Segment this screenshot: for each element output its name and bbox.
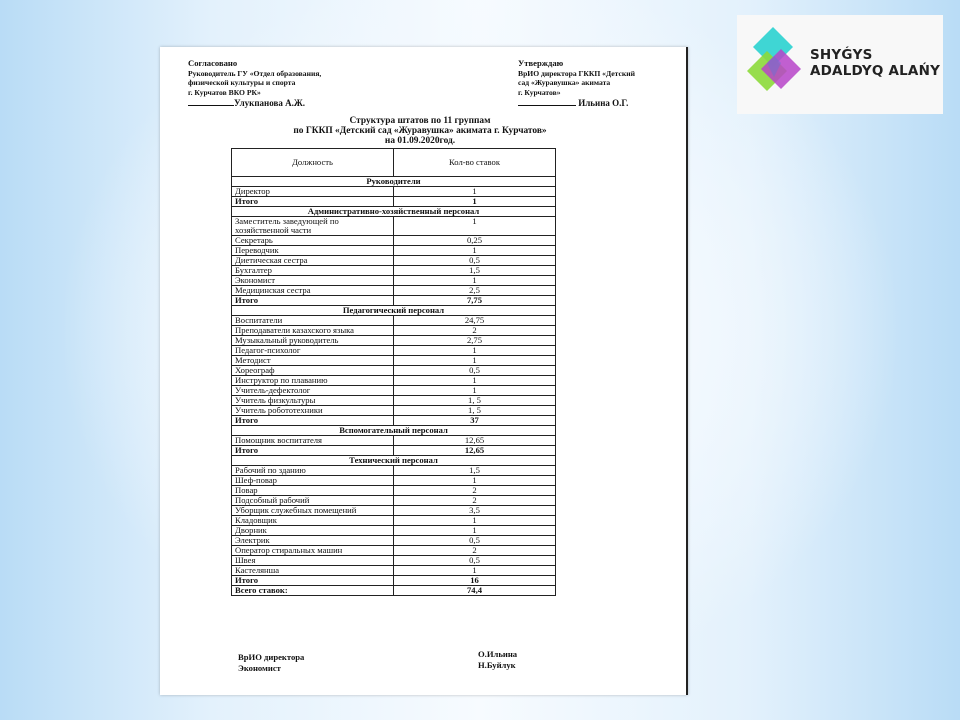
section-title: Административно-хозяйственный персонал xyxy=(232,207,556,217)
table-row xyxy=(232,336,556,346)
position-count: 1,5 xyxy=(394,466,556,476)
position-count: 1, 5 xyxy=(394,406,556,416)
position-count: 0,5 xyxy=(394,556,556,566)
position-name: Помощник воспитателя xyxy=(232,436,394,446)
position-name: Медицинская сестра xyxy=(232,286,394,296)
position-count: 1 xyxy=(394,276,556,286)
position-name: Экономист xyxy=(232,276,394,286)
position-name: Повар xyxy=(232,486,394,496)
total-label: Итого xyxy=(232,296,394,306)
total-label: Итого xyxy=(232,446,394,456)
section-title: Технический персонал xyxy=(232,456,556,466)
approval-heading: Согласовано xyxy=(188,58,238,68)
position-count: 0,5 xyxy=(394,536,556,546)
table-row xyxy=(232,406,556,416)
position-count: 24,75 xyxy=(394,316,556,326)
position-name: Швея xyxy=(232,556,394,566)
title-line: Структура штатов по 11 группам xyxy=(349,116,491,126)
position-name: Переводчик xyxy=(232,246,394,256)
position-name: Диетическая сестра xyxy=(232,256,394,266)
position-count: 12,65 xyxy=(394,436,556,446)
position-count: 1 xyxy=(394,516,556,526)
position-name: Учитель робототехники xyxy=(232,406,394,416)
position-count: 2 xyxy=(394,326,556,336)
table-header-row xyxy=(232,149,556,177)
table-row xyxy=(232,236,556,246)
position-count: 1 xyxy=(394,346,556,356)
approval-line: ВрИО директора ГККП «Детский xyxy=(518,68,635,78)
position-count: 2 xyxy=(394,496,556,506)
total-value: 16 xyxy=(394,576,556,586)
table-row xyxy=(232,266,556,276)
total-row xyxy=(232,296,556,306)
section-row xyxy=(232,426,556,436)
position-count: 3,5 xyxy=(394,506,556,516)
approval-line: г. Курчатов» xyxy=(518,87,561,97)
table-row xyxy=(232,556,556,566)
table-row xyxy=(232,436,556,446)
position-name: Шеф-повар xyxy=(232,476,394,486)
signature-blank xyxy=(188,97,234,106)
position-count: 1 xyxy=(394,356,556,366)
footer-name: О.Ильина xyxy=(478,649,518,659)
position-name: Хореограф xyxy=(232,366,394,376)
section-title: Вспомогательный персонал xyxy=(232,426,556,436)
position-count: 1 xyxy=(394,386,556,396)
footer-title: ВрИО директора xyxy=(238,652,305,662)
table-row xyxy=(232,386,556,396)
approval-line: г. Курчатов ВКО РК» xyxy=(188,87,261,97)
position-name: Инструктор по плаванию xyxy=(232,376,394,386)
position-name: Заместитель заведующей по хозяйственной части xyxy=(232,217,394,236)
approval-line: сад «Журавушка» акимата xyxy=(518,78,611,88)
position-name: Кастелянша xyxy=(232,566,394,576)
logo-text-line: ADALDYQ ALAŃY xyxy=(810,63,941,79)
table-row xyxy=(232,246,556,256)
total-row xyxy=(232,197,556,207)
total-label: Итого xyxy=(232,416,394,426)
table-row xyxy=(232,286,556,296)
footer-title: Экономист xyxy=(238,662,281,673)
position-count: 1 xyxy=(394,217,556,236)
table-row xyxy=(232,396,556,406)
title-line: на 01.09.2020год. xyxy=(384,135,456,146)
page-edge xyxy=(686,47,688,695)
section-row xyxy=(232,456,556,466)
position-name: Кладовщик xyxy=(232,516,394,526)
section-row xyxy=(232,306,556,316)
section-row xyxy=(232,177,556,187)
position-name: Учитель-дефектолог xyxy=(232,386,394,396)
approval-heading: Утверждаю xyxy=(518,58,564,68)
table-row xyxy=(232,366,556,376)
table-row xyxy=(232,546,556,556)
table-row xyxy=(232,516,556,526)
staff-table xyxy=(231,148,556,596)
section-row xyxy=(232,207,556,217)
signature-blank xyxy=(518,97,576,106)
table-row xyxy=(232,316,556,326)
grand-total-label: Всего ставок: xyxy=(232,586,394,596)
total-value: 12,65 xyxy=(394,446,556,456)
approval-line: Руководитель ГУ «Отдел образования, xyxy=(188,68,322,78)
footer-name: Н.Буйлук xyxy=(478,659,516,670)
total-row xyxy=(232,576,556,586)
position-count: 1 xyxy=(394,376,556,386)
position-name: Подсобный рабочий xyxy=(232,496,394,506)
grand-total-value: 74,4 xyxy=(394,586,556,596)
total-label: Итого xyxy=(232,576,394,586)
approval-block-right xyxy=(518,59,668,109)
approval-block-left xyxy=(188,59,398,109)
position-count: 2,75 xyxy=(394,336,556,346)
total-label: Итого xyxy=(232,197,394,207)
section-title: Руководители xyxy=(232,177,556,187)
logo-text-line: SHYǴYS xyxy=(810,47,873,63)
document-title xyxy=(220,117,620,146)
position-count: 0,25 xyxy=(394,236,556,246)
position-name: Музыкальный руководитель xyxy=(232,336,394,346)
position-count: 0,5 xyxy=(394,366,556,376)
signature-name: Ильина О.Г. xyxy=(578,98,629,109)
table-row xyxy=(232,486,556,496)
position-count: 2 xyxy=(394,546,556,556)
total-row xyxy=(232,416,556,426)
position-name: Учитель физкультуры xyxy=(232,396,394,406)
table-row xyxy=(232,256,556,266)
total-value: 37 xyxy=(394,416,556,426)
table-row xyxy=(232,536,556,546)
title-line: по ГККП «Детский сад «Журавушка» акимата г. Курчатов» xyxy=(293,125,547,136)
position-name: Оператор стиральных машин xyxy=(232,546,394,556)
section-title: Педагогический персонал xyxy=(232,306,556,316)
position-count: 1 xyxy=(394,566,556,576)
footer-names xyxy=(478,649,517,670)
total-value: 7,75 xyxy=(394,296,556,306)
position-count: 2 xyxy=(394,486,556,496)
table-row xyxy=(232,346,556,356)
position-name: Электрик xyxy=(232,536,394,546)
position-name: Методист xyxy=(232,356,394,366)
table-row xyxy=(232,326,556,336)
table-row xyxy=(232,217,556,236)
column-header-count: Кол-во ставок xyxy=(394,149,556,177)
table-row xyxy=(232,187,556,197)
signature-line xyxy=(518,97,668,109)
table-row xyxy=(232,526,556,536)
position-name: Воспитатели xyxy=(232,316,394,326)
position-count: 1 xyxy=(394,526,556,536)
table-row xyxy=(232,496,556,506)
signature-line xyxy=(188,97,398,109)
total-value: 1 xyxy=(394,197,556,207)
total-row xyxy=(232,446,556,456)
table-row xyxy=(232,466,556,476)
position-count: 1 xyxy=(394,187,556,197)
grand-total-row xyxy=(232,586,556,596)
position-count: 1 xyxy=(394,246,556,256)
table-row xyxy=(232,276,556,286)
footer-titles xyxy=(238,652,304,673)
position-name: Секретарь xyxy=(232,236,394,246)
position-count: 0,5 xyxy=(394,256,556,266)
table-row xyxy=(232,356,556,366)
position-name: Дворник xyxy=(232,526,394,536)
signature-name: Улукпанова А.Ж. xyxy=(234,98,305,109)
position-count: 1 xyxy=(394,476,556,486)
position-name: Директор xyxy=(232,187,394,197)
logo-text xyxy=(810,47,940,79)
table-row xyxy=(232,376,556,386)
table-row xyxy=(232,566,556,576)
scanned-document xyxy=(160,47,688,695)
logo xyxy=(737,15,943,114)
approval-line: физической культуры и спорта xyxy=(188,78,296,88)
position-count: 1, 5 xyxy=(394,396,556,406)
table-row xyxy=(232,476,556,486)
position-name: Преподаватели казахского языка xyxy=(232,326,394,336)
position-count: 2,5 xyxy=(394,286,556,296)
position-name: Рабочий по зданию xyxy=(232,466,394,476)
column-header-position: Должность xyxy=(232,149,394,177)
table-row xyxy=(232,506,556,516)
position-name: Педагог-психолог xyxy=(232,346,394,356)
position-count: 1,5 xyxy=(394,266,556,276)
position-name: Бухгалтер xyxy=(232,266,394,276)
position-name: Уборщик служебных помещений xyxy=(232,506,394,516)
